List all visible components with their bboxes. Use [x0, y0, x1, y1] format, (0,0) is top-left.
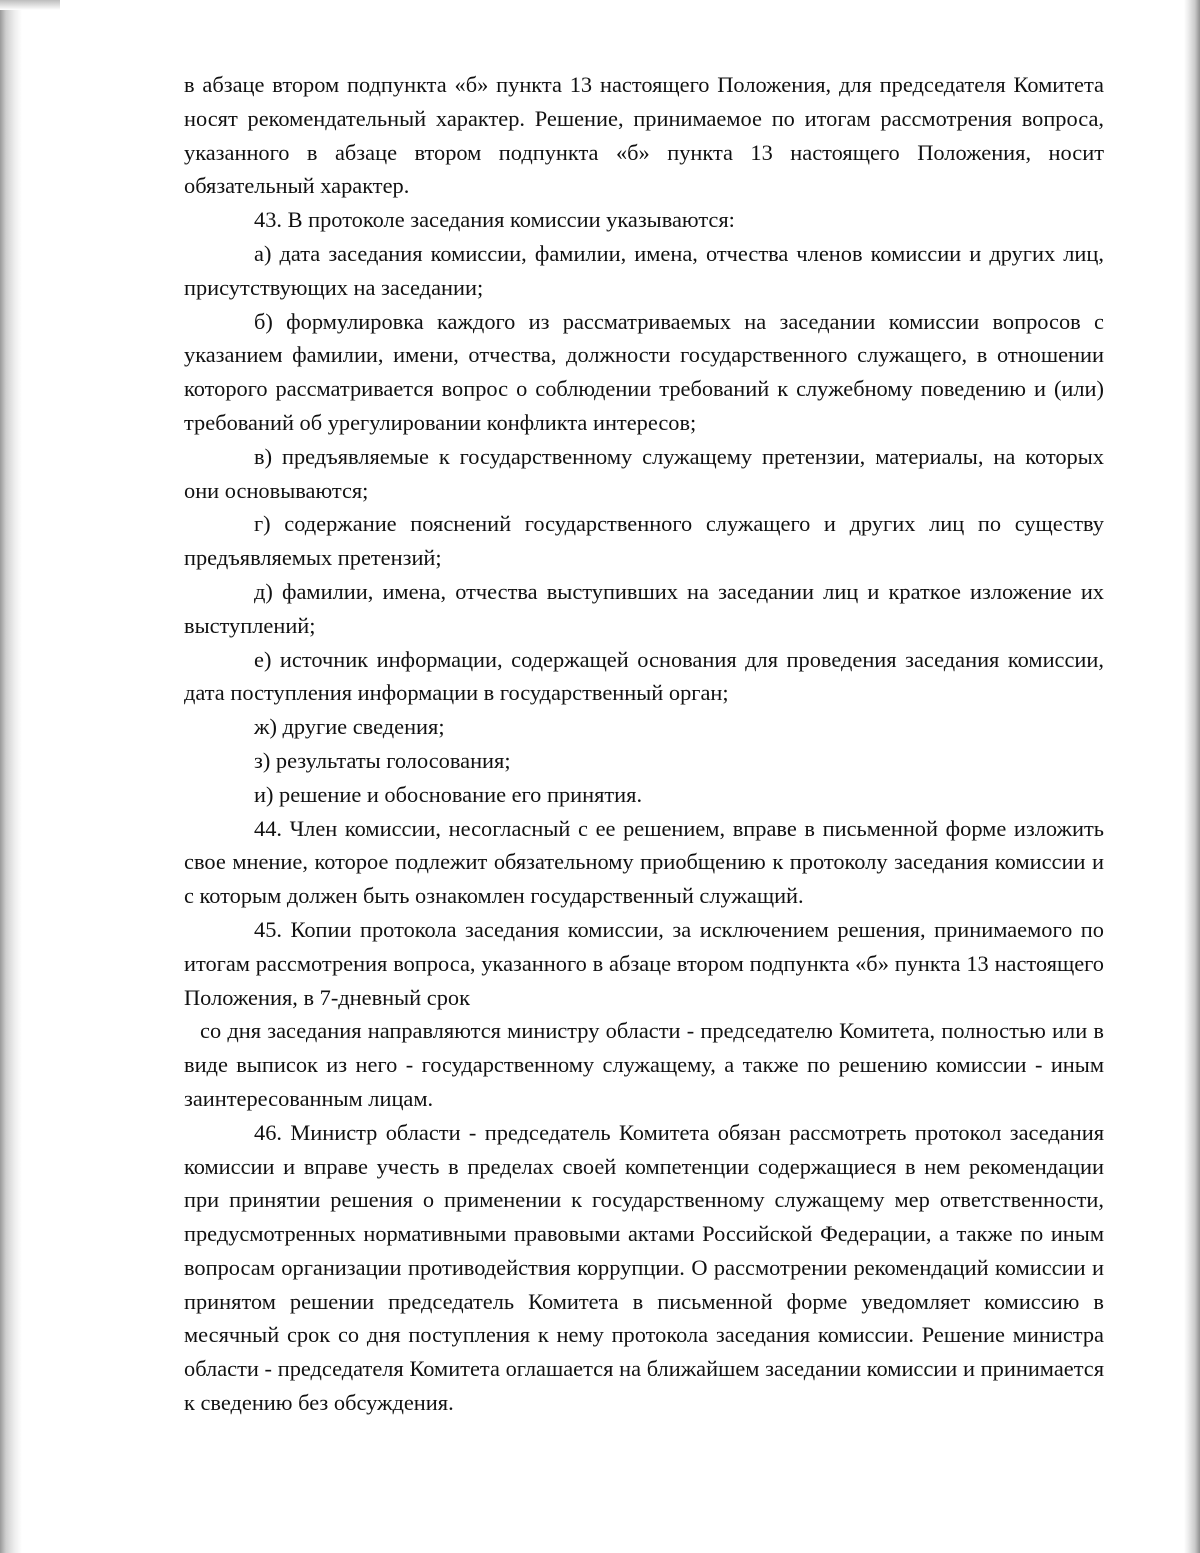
scan-shadow-left [0, 0, 22, 1553]
paragraph-continuation: в абзаце втором подпункта «б» пункта 13 настоящего Положения, для председателя Комитета носят рекомендательный характер. Решение, принимаемое по итогам рассмотрения вопроса, указанного в абзаце втором подпункта «б» пункта 13 настоящего Положения, носит обязательный характер. [184, 72, 1104, 199]
list-item-43i: и) решение и обоснование его принятия. [254, 781, 643, 807]
list-item-43e: е) источник информации, содержащей основания для проведения заседания комиссии, дата поступления информации в государственный орган; [184, 646, 1104, 706]
list-item-43z: з) результаты голосования; [254, 747, 511, 773]
paragraph-45-continuation: со дня заседания направляются министру области - председателю Комитета, полностью или в виде выписок из него - государственному служащему, а также по решению комиссии - иным заинтересованным лицам. [184, 1018, 1104, 1111]
document-body [184, 68, 1104, 1420]
list-item-43b: б) формулировка каждого из рассматриваемых на заседании комиссии вопросов с указанием фамилии, имени, отчества, должности государственного служащего, в отношении которого рассматривается вопрос о соблюдении требований к служебному поведению и (или) требований об урегулировании конфликта интересов; [184, 308, 1104, 435]
scan-shadow-right [1184, 0, 1200, 1553]
list-item-43v: в) предъявляемые к государственному служащему претензии, материалы, на которых они основываются; [184, 443, 1104, 503]
list-item-43g: г) содержание пояснений государственного служащего и других лиц по существу предъявляемых претензий; [184, 511, 1104, 571]
list-item-43a: а) дата заседания комиссии, фамилии, имена, отчества членов комиссии и других лиц, присутствующих на заседании; [184, 240, 1104, 300]
paragraph-44: 44. Член комиссии, несогласный с ее решением, вправе в письменной форме изложить свое мнение, которое подлежит обязательному приобщению к протоколу заседания комиссии и с которым должен быть ознакомлен государственный служащий. [184, 815, 1104, 909]
scan-shadow-top [0, 0, 60, 10]
paragraph-46: 46. Министр области - председатель Комитета обязан рассмотреть протокол заседания комиссии и вправе учесть в пределах своей компетенции содержащиеся в нем рекомендации при принятии решения о применении к государственному служащему мер ответственности, предусмотренных нормативными правовыми актами Российской Федерации, а также по иным вопросам организации противодействия коррупции. О рассмотрении рекомендаций комиссии и принятом решении председатель Комитета в письменной форме уведомляет комиссию в месячный срок со дня поступления к нему протокола заседания комиссии. Решение министра области - председателя Комитета оглашается на ближайшем заседании комиссии и принимается к сведению без обсуждения. [184, 1119, 1104, 1416]
paragraph-45: 45. Копии протокола заседания комиссии, за исключением решения, принимаемого по итогам рассмотрения вопроса, указанного в абзаце втором подпункта «б» пункта 13 настоящего Положения, в 7-дневный срок [184, 916, 1104, 1010]
paragraph-43: 43. В протоколе заседания комиссии указываются: [254, 207, 735, 233]
list-item-43zh: ж) другие сведения; [254, 714, 445, 740]
list-item-43d: д) фамилии, имена, отчества выступивших на заседании лиц и краткое изложение их выступлений; [184, 578, 1104, 638]
